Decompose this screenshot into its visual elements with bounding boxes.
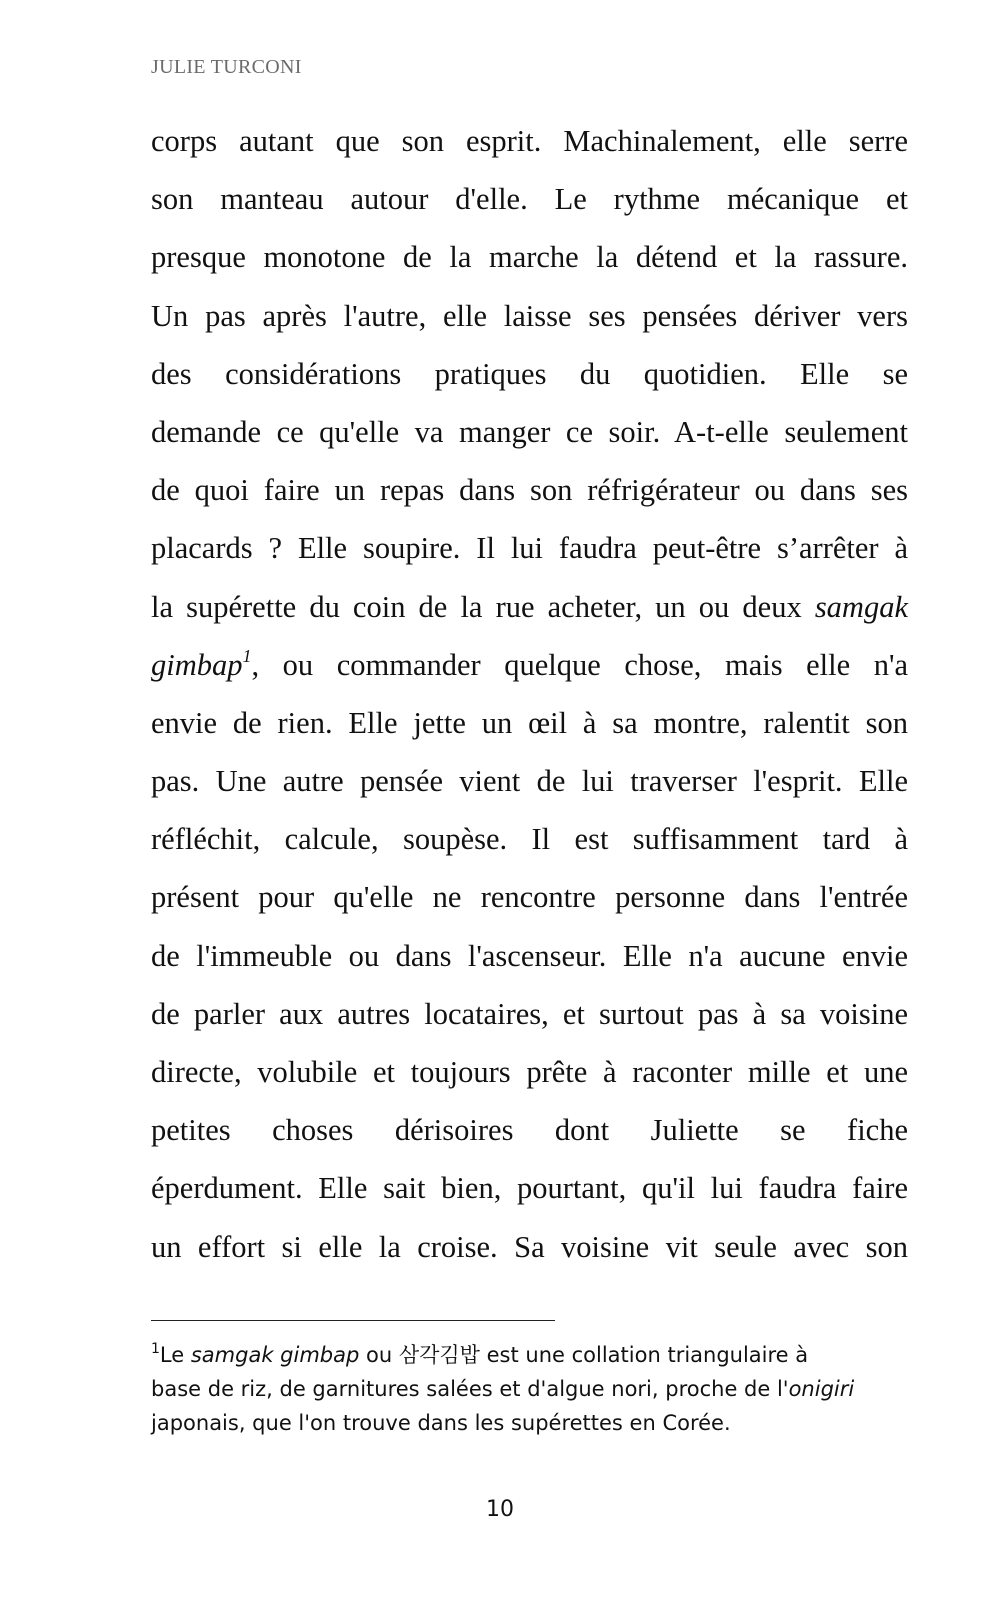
italic-term-gimbap: gimbap [151,647,243,682]
page-number: 10 [486,1497,514,1522]
body-line-11: envie de rien. Elle jette un œil à sa montre, ralentit son [151,705,908,740]
footnote-reference[interactable]: 1 [242,645,252,666]
footnote-line-2 [151,1372,911,1406]
footnote-line-3: japonais, que l'on trouve dans les supérettes en Corée. [151,1411,731,1435]
body-line-10-text: , ou commander quelque chose, mais elle n'a [251,647,908,682]
body-line-2: son manteau autour d'elle. Le rythme mécanique et [151,182,908,217]
body-text [151,112,908,1276]
footnote-separator [151,1320,555,1321]
body-line-4: Un pas après l'autre, elle laisse ses pensées dériver vers [151,298,908,333]
footnote-term-onigiri: onigiri [788,1377,855,1401]
italic-term-samgak: samgak [814,589,908,624]
body-line-20: un effort si elle la croise. Sa voisine vit seule avec son [151,1229,908,1264]
footnote-prefix: Le [159,1343,191,1367]
body-line-6: demande ce qu'elle va manger ce soir. A-t-elle seulement [151,414,908,449]
body-line-13: réfléchit, calcule, soupèse. Il est suffisamment tard à [151,822,908,857]
body-line-9 [151,578,908,636]
body-line-3: presque monotone de la marche la détend et la rassure. [151,240,908,275]
footnote-term: samgak gimbap [190,1343,360,1367]
body-line-8: placards ? Elle soupire. Il lui faudra peut-être s’arrêter à [151,531,908,566]
body-line-12: pas. Une autre pensée vient de lui traverser l'esprit. Elle [151,764,908,799]
running-header-author: JULIE TURCONI [151,56,302,78]
body-line-16: de parler aux autres locataires, et surtout pas à sa voisine [151,996,908,1031]
body-line-10 [151,636,908,694]
footnote [151,1338,911,1440]
footnote-middle: ou 삼각김밥 est une collation triangulaire à [359,1343,809,1367]
footnote-line-2-text: base de riz, de garnitures salées et d'algue nori, proche de l' [151,1377,789,1401]
body-line-15: de l'immeuble ou dans l'ascenseur. Elle n'a aucune envie [151,938,908,973]
body-line-18: petites choses dérisoires dont Juliette se fiche [151,1113,908,1148]
body-line-19: éperdument. Elle sait bien, pourtant, qu'il lui faudra faire [151,1171,908,1206]
body-line-14: présent pour qu'elle ne rencontre personne dans l'entrée [151,880,908,915]
body-line-7: de quoi faire un repas dans son réfrigérateur ou dans ses [151,473,908,508]
body-line-9-text: la supérette du coin de la rue acheter, un ou deux [151,589,815,624]
footnote-line-1 [151,1338,911,1372]
body-line-5: des considérations pratiques du quotidien. Elle se [151,356,908,391]
body-line-17: directe, volubile et toujours prête à raconter mille et une [151,1055,908,1089]
body-line-1: corps autant que son esprit. Machinalement, elle serre [151,124,908,158]
footnote-number: 1 [151,1341,160,1357]
